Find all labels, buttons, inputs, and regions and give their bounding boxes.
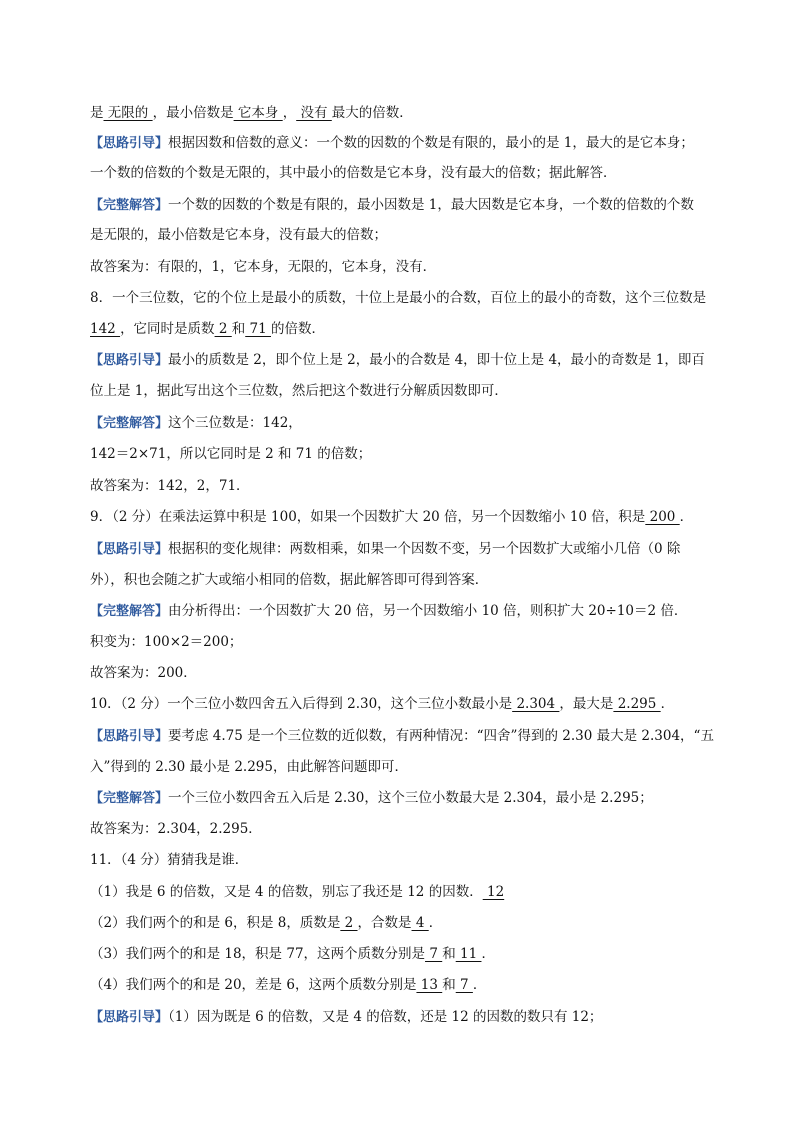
hint-tag: 【思路引导】 [90,353,169,368]
text-line [90,104,413,122]
text: 是无限的，最小倍数是它本身，没有最大的倍数； [90,227,387,243]
text: 故答案为：142，2，71． [90,478,250,494]
solution-tag: 【完整解答】 [90,791,169,806]
text: 一个数的因数的个数是有限的，最小因数是 1，最大因数是它本身，一个数的倍数的个数 [168,197,694,213]
text: 8．一个三位数，它的个位上是最小的质数，十位上是最小的合数，百位上的最小的奇数，这个三位数是 [90,290,707,306]
text-line [90,382,508,400]
text: 最大的倍数． [331,105,413,121]
text: 一个数的倍数的个数是无限的，其中最小的倍数是它本身，没有最大的倍数；据此解答． [90,165,617,181]
answer-line [90,258,436,276]
text: 142＝2×71，所以它同时是 2 和 71 的倍数； [90,446,372,462]
solution-tag: 【完整解答】 [90,604,169,619]
solution-line [90,602,687,621]
answer-line [90,820,262,838]
answer-blank: 2 [214,321,232,337]
text: （3）我们两个的和是 18，积是 77，这两个质数分别是 [90,946,426,962]
sub-question-2 [90,914,442,932]
text: 故答案为：2.304，2.295． [90,821,262,837]
text: 10．（2 分）一个三位小数四舍五入后得到 2.30，这个三位小数最小是 [90,696,513,712]
answer-blank: 11 [455,946,482,962]
hint-tag: 【思路引导】 [90,729,169,744]
answer-blank: 2 [340,915,358,931]
text: 外），积也会随之扩大或缩小相同的倍数，据此解答即可得到答案． [90,572,489,588]
text-line [90,571,488,589]
hint-line [90,540,680,559]
hint-tag: 【思路引导】 [90,1010,169,1025]
text: 由分析得出：一个因数扩大 20 倍，另一个因数缩小 10 倍，则积扩大 20÷10＝2 倍． [168,603,688,619]
text: 和 [442,977,456,993]
text: （1）我是 6 的倍数，又是 4 的倍数，别忘了我还是 12 的因数． [90,884,483,900]
answer-blank: 4 [411,915,429,931]
text: 位上是 1，据此写出这个三位数，然后把这个数进行分解质因数即可． [90,383,508,399]
text: ， [282,105,297,121]
text-line [90,226,387,244]
question-10 [90,695,674,713]
solution-line [90,789,653,808]
answer-blank: 它本身 [233,105,283,121]
answer-blank: 7 [455,977,473,993]
text: ，最小倍数是 [152,105,234,121]
text: （2）我们两个的和是 6，积是 8，质数是 [90,915,341,931]
solution-tag: 【完整解答】 [90,198,169,213]
answer-blank: 142 [90,321,121,337]
text: 入”得到的 2.30 最小是 2.295，由此解答问题即可． [90,759,408,775]
answer-blank: 200 [645,509,680,525]
hint-tag: 【思路引导】 [90,136,169,151]
solution-tag: 【完整解答】 [90,416,169,431]
answer-line [90,477,250,495]
question-9 [90,508,693,526]
text: （1）因为既是 6 的倍数，又是 4 的倍数，还是 12 的因数的数只有 12； [168,1009,603,1025]
solution-line [90,414,302,433]
answer-blank: 7 [425,946,443,962]
text: ． [481,946,495,962]
answer-blank: 12 [482,884,505,900]
sub-question-4 [90,976,486,994]
text: 和 [442,946,456,962]
text: 是 [90,105,104,121]
text: 11．（4 分）猜猜我是谁． [90,852,249,868]
text: （4）我们两个的和是 20，差是 6，这两个质数分别是 [90,977,417,993]
text: 根据因数和倍数的意义：一个数的因数的个数是有限的，最小的是 1，最大的是它本身； [168,135,694,151]
text: 一个三位小数四舍五入后是 2.30，这个三位小数最大是 2.304，最小是 2.295； [168,790,653,806]
text-line [90,320,325,338]
answer-blank: 2.295 [613,696,661,712]
text: 故答案为：200． [90,665,197,681]
solution-line [90,196,694,215]
text: ． [660,696,675,712]
question-11 [90,851,248,869]
text: 要考虑 4.75 是一个三位数的近似数，有两种情况：“四舍”得到的 2.30 最大是 2.304，“五 [168,728,714,744]
sub-question-1 [90,883,504,901]
text: ． [679,509,694,525]
hint-line [90,1008,602,1027]
text: ． [428,915,443,931]
answer-blank: 71 [245,321,271,337]
sub-question-3 [90,945,495,963]
text: 这个三位数是：142， [168,415,302,431]
hint-line [90,351,705,370]
text-line [90,164,617,182]
text: ，合数是 [357,915,412,931]
text: ． [472,977,487,993]
answer-blank: 无限的 [103,105,153,121]
text: 最小的质数是 2，即个位上是 2，最小的合数是 4，即十位上是 4，最小的奇数是 1，即百 [168,352,705,368]
hint-line [90,727,714,746]
text: 和 [231,321,246,337]
hint-tag: 【思路引导】 [90,542,169,557]
question-8 [90,289,706,307]
text-line [90,445,371,463]
hint-line [90,134,694,153]
text: ，它同时是质数 [120,321,215,337]
text-line [90,633,242,651]
answer-blank: 2.304 [512,696,560,712]
text-line [90,758,408,776]
text: 故答案为：有限的，1，它本身，无限的，它本身，没有． [90,259,437,275]
answer-blank: 13 [416,977,443,993]
text: 根据积的变化规律：两数相乘，如果一个因数不变，另一个因数扩大或缩小几倍（0 除 [168,541,681,557]
text: 9．（2 分）在乘法运算中积是 100，如果一个因数扩大 20 倍，另一个因数缩小 10 倍，积是 [90,509,646,525]
answer-blank: 没有 [296,105,332,121]
text: ，最大是 [559,696,614,712]
answer-line [90,664,197,682]
text: 积变为：100×2＝200； [90,634,243,650]
text: 的倍数． [271,321,325,337]
